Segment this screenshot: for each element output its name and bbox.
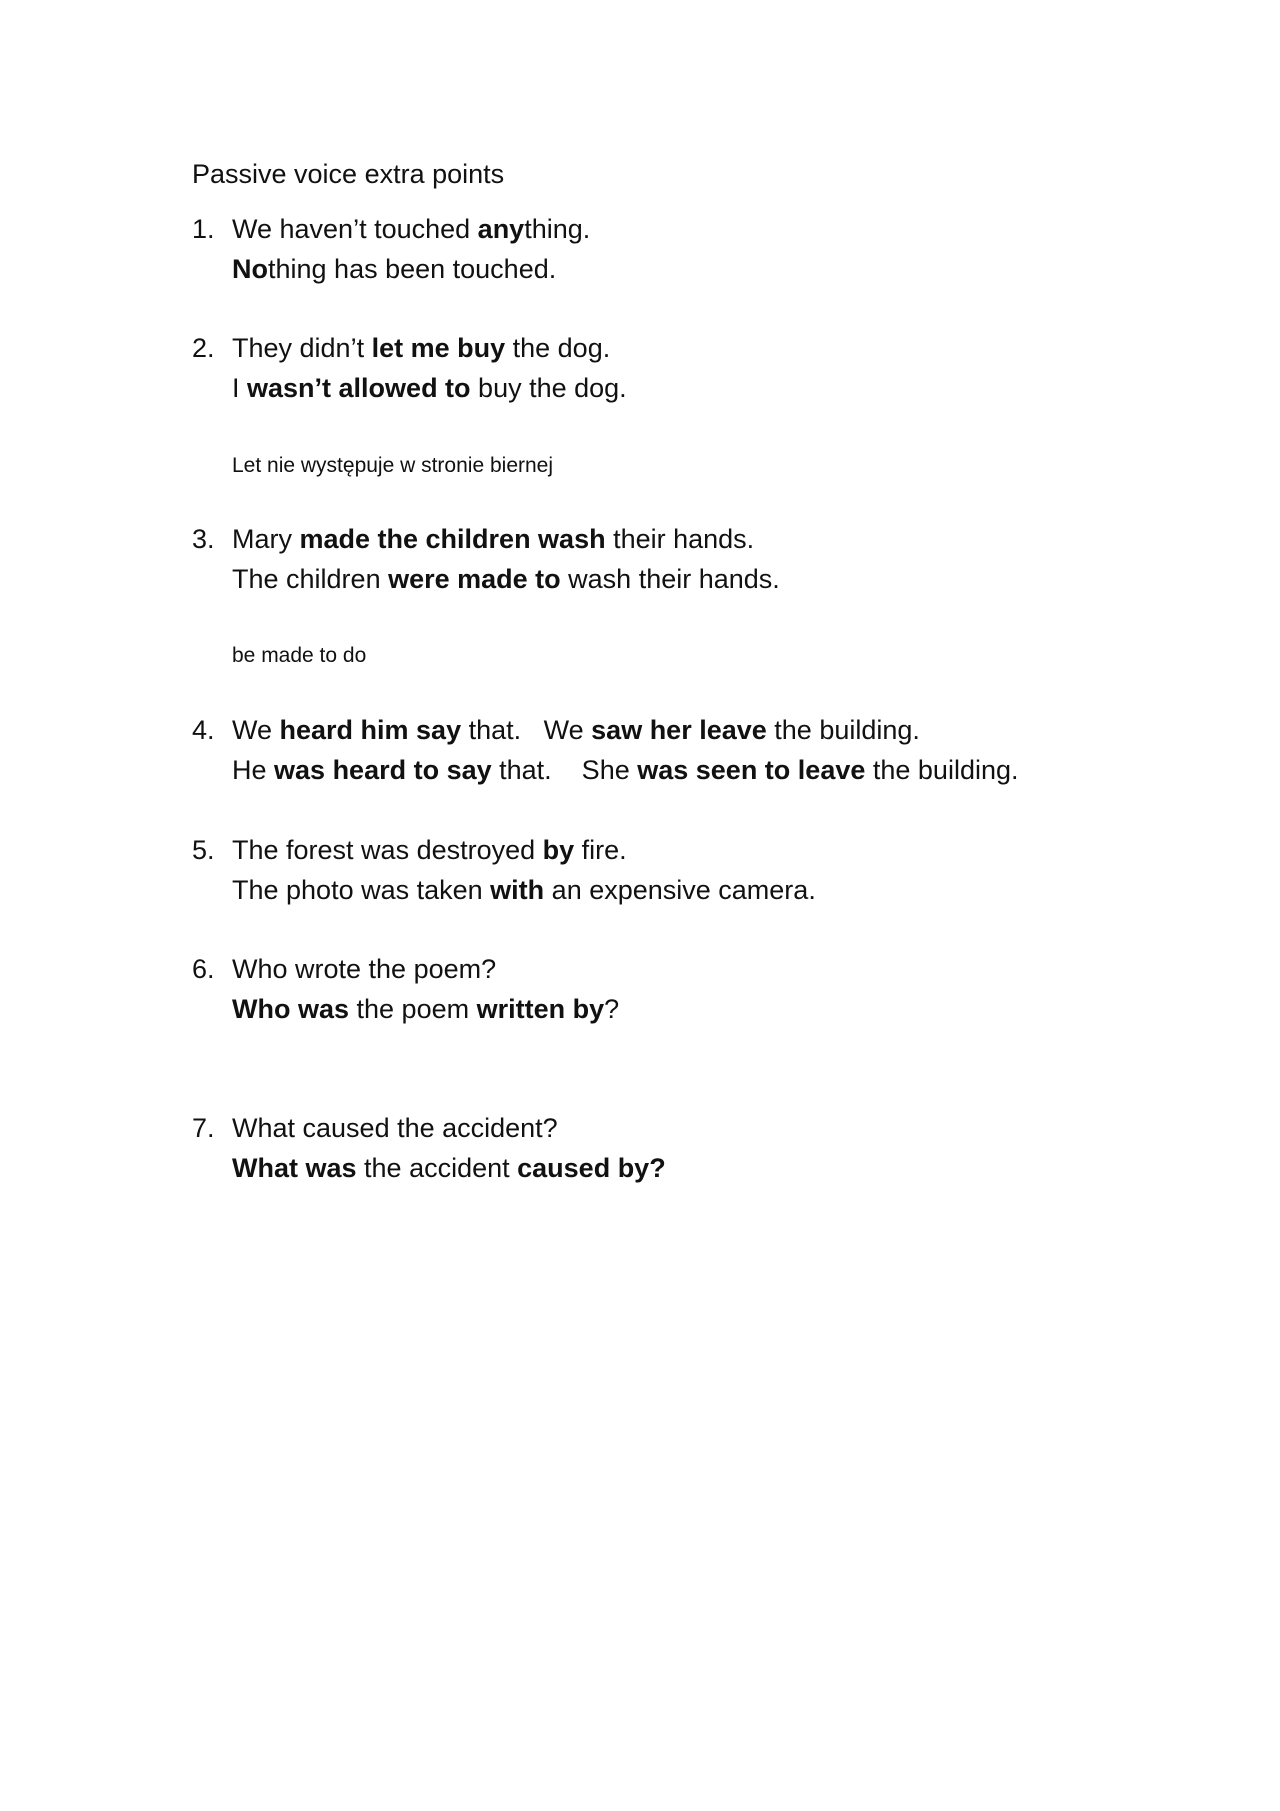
- item-2-number: 2.: [192, 333, 215, 363]
- item-4-number: 4.: [192, 715, 215, 745]
- item-3-note: be made to do: [232, 644, 367, 667]
- item-2-note: Let nie występuje w stronie biernej: [232, 454, 554, 477]
- item-7-number: 7.: [192, 1113, 215, 1143]
- item-4-active-sentence: We heard him say that. We saw her leave the building.: [232, 715, 920, 745]
- page-title: Passive voice extra points: [192, 159, 505, 189]
- item-1-number: 1.: [192, 214, 215, 244]
- item-7-active-sentence: What caused the accident?: [232, 1113, 558, 1143]
- item-5-passive-sentence: The photo was taken with an expensive camera.: [232, 875, 816, 905]
- item-5-number: 5.: [192, 835, 215, 865]
- item-6-number: 6.: [192, 954, 215, 984]
- item-3-passive-sentence: The children were made to wash their hands.: [232, 564, 780, 594]
- item-6-passive-sentence: Who was the poem written by?: [232, 994, 620, 1024]
- item-3-number: 3.: [192, 524, 215, 554]
- item-4-passive-sentence: He was heard to say that. She was seen to leave the building.: [232, 755, 1019, 785]
- item-3-active-sentence: Mary made the children wash their hands.: [232, 524, 755, 554]
- item-1-passive-sentence: Nothing has been touched.: [232, 254, 557, 284]
- item-5-active-sentence: The forest was destroyed by fire.: [232, 835, 627, 865]
- item-2-active-sentence: They didn’t let me buy the dog.: [232, 333, 611, 363]
- item-2-passive-sentence: I wasn’t allowed to buy the dog.: [232, 373, 627, 403]
- item-1-active-sentence: We haven’t touched anything.: [232, 214, 591, 244]
- item-7-passive-sentence: What was the accident caused by?: [232, 1153, 666, 1183]
- item-6-active-sentence: Who wrote the poem?: [232, 954, 497, 984]
